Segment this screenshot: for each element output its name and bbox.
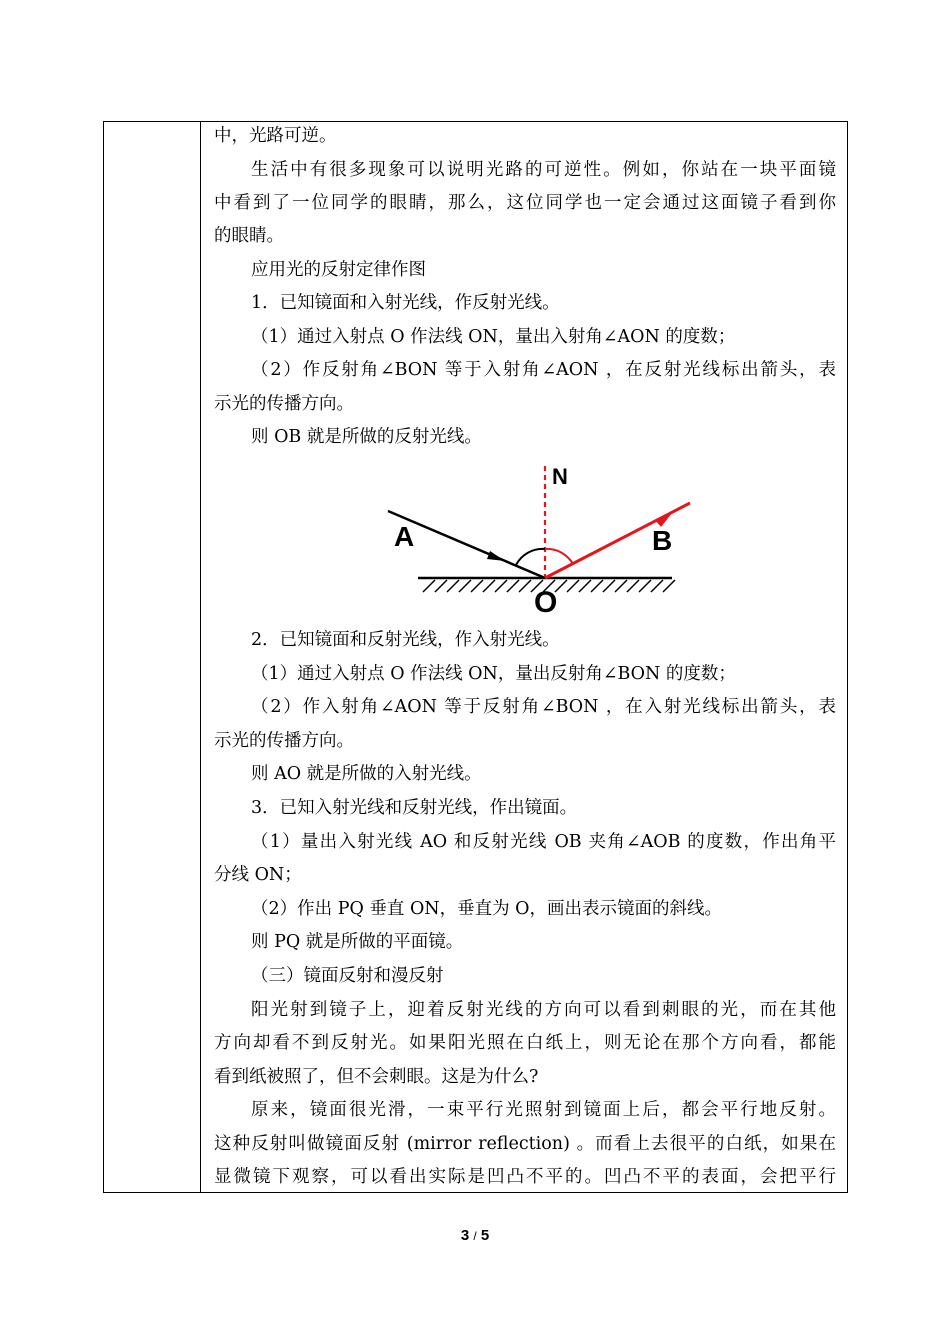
page-separator: / <box>473 1229 477 1243</box>
label-b: B <box>652 525 673 556</box>
text-line: 中看到了一位同学的眼睛，那么，这位同学也一定会通过这面镜子看到你 <box>214 193 836 213</box>
incident-arrow <box>487 551 505 561</box>
text-line: 则 PQ 就是所做的平面镜。 <box>251 932 464 952</box>
current-page: 3 <box>460 1227 470 1244</box>
text-line: （2）作出 PQ 垂直 ON，垂直为 O，画出表示镜面的斜线。 <box>251 899 723 919</box>
label-o: O <box>534 586 558 619</box>
text-line: （三）镜面反射和漫反射 <box>251 966 444 986</box>
text-line: （1）通过入射点 O 作法线 ON，量出入射角∠AON 的度数； <box>251 327 736 347</box>
text-line: 示光的传播方向。 <box>214 394 354 414</box>
text-line: 则 OB 就是所做的反射光线。 <box>251 427 482 447</box>
content-table <box>103 121 848 1193</box>
text-line: 应用光的反射定律作图 <box>251 260 426 280</box>
text-line: 分线 ON； <box>214 865 302 885</box>
text-line: 1．已知镜面和入射光线，作反射光线。 <box>251 293 560 313</box>
text-line: 的眼睛。 <box>214 226 284 246</box>
text-line: （1）量出入射光线 AO 和反射光线 OB 夹角∠AOB 的度数，作出角平 <box>251 832 836 852</box>
total-pages: 5 <box>480 1227 490 1244</box>
text-line: 原来，镜面很光滑，一束平行光照射到镜面上后，都会平行地反射。 <box>251 1100 836 1120</box>
text-line: 则 AO 就是所做的入射光线。 <box>251 764 482 784</box>
text-line: （1）通过入射点 O 作法线 ON，量出反射角∠BON 的度数； <box>251 664 736 684</box>
text-line: 3．已知入射光线和反射光线，作出镜面。 <box>251 798 578 818</box>
page-number <box>0 1227 950 1244</box>
text-line: （2）作入射角∠AON 等于反射角∠BON ，在入射光线标出箭头，表 <box>251 697 836 717</box>
text-line: 生活中有很多现象可以说明光路的可逆性。例如，你站在一块平面镜 <box>251 160 836 180</box>
reflection-diagram <box>280 458 673 619</box>
text-line: 方向却看不到反射光。如果阳光照在白纸上，则无论在那个方向看，都能 <box>214 1033 836 1053</box>
text-line: 这种反射叫做镜面反射 (mirror reflection) 。而看上去很平的白纸，如果在 <box>214 1134 836 1154</box>
text-line: 显微镜下观察，可以看出实际是凹凸不平的。凹凸不平的表面，会把平行 <box>214 1167 836 1187</box>
text-line: 看到纸被照了，但不会刺眼。这是为什么? <box>214 1067 539 1087</box>
text-line: 2．已知镜面和反射光线，作入射光线。 <box>251 630 560 650</box>
label-a: A <box>394 521 415 552</box>
incidence-angle-arc <box>516 549 545 565</box>
text-line: 示光的传播方向。 <box>214 731 354 751</box>
column-divider <box>200 122 201 1192</box>
text-line: 中，光路可逆。 <box>214 126 337 146</box>
text-line: （2）作反射角∠BON 等于入射角∠AON ，在反射光线标出箭头，表 <box>251 360 836 380</box>
reflection-angle-arc <box>545 549 573 564</box>
text-line: 阳光射到镜子上，迎着反射光线的方向可以看到刺眼的光，而在其他 <box>251 1000 836 1020</box>
label-n: N <box>552 464 568 489</box>
